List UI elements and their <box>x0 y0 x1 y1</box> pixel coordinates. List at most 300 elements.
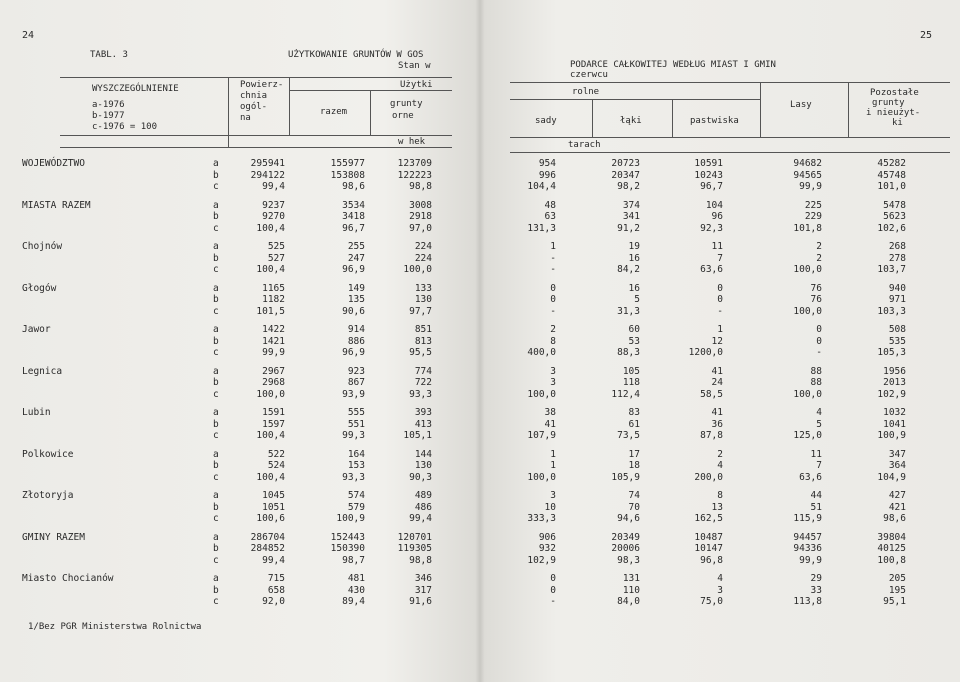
table-cell: 100,0 <box>256 388 285 400</box>
table-cell: 0 <box>550 282 556 294</box>
table-cell: 13 <box>711 501 723 513</box>
table-cell: 224 <box>414 241 432 252</box>
table-cell: 44 <box>810 490 822 501</box>
row-label: c <box>213 305 219 317</box>
table-cell: 914 <box>347 324 365 335</box>
row-label: b <box>213 294 219 305</box>
row-label: a <box>213 448 219 460</box>
table-cell: 229 <box>804 211 822 222</box>
table-cell: 374 <box>622 199 640 211</box>
table-cell: 58,5 <box>700 388 723 400</box>
table-cell: 102,6 <box>877 222 906 234</box>
table-cell: 996 <box>538 169 556 181</box>
table-cell: 10147 <box>694 543 723 554</box>
table-cell: 341 <box>622 211 640 222</box>
table-cell: 1045 <box>262 490 285 501</box>
table-cell: 954 <box>538 158 556 169</box>
table-cell: - <box>550 252 556 264</box>
table-cell: 430 <box>347 584 365 596</box>
table-cell: 20347 <box>611 169 640 181</box>
table-cell: 150390 <box>330 543 365 554</box>
table-cell: 10243 <box>694 169 723 181</box>
table-cell: 1422 <box>262 324 285 335</box>
table-cell: 1032 <box>883 407 906 418</box>
table-cell: 3008 <box>409 199 432 211</box>
table-cell: 100,4 <box>256 222 285 234</box>
table-cell: 107,9 <box>527 430 556 441</box>
row-label: a <box>213 324 219 335</box>
row-label: c <box>213 347 219 358</box>
table-cell: 45748 <box>877 169 906 181</box>
table-cell: 130 <box>414 460 432 471</box>
row-label: a <box>213 573 219 584</box>
table-cell: 130 <box>414 294 432 305</box>
table-cell: 286704 <box>250 531 285 543</box>
row-label: c <box>213 471 219 483</box>
table-cell: 1 <box>550 241 556 252</box>
table-cell: 88 <box>810 377 822 388</box>
table-cell: 8 <box>550 335 556 347</box>
table-cell: 10487 <box>694 531 723 543</box>
table-cell: 11 <box>711 241 723 252</box>
table-cell: 20723 <box>611 158 640 169</box>
table-cell: 149 <box>347 282 365 294</box>
table-cell: - <box>550 305 556 317</box>
right-subtitle: czerwcu <box>570 70 608 80</box>
region-name: Złotoryja <box>22 490 74 501</box>
row-label: b <box>213 335 219 347</box>
table-cell: 851 <box>414 324 432 335</box>
row-label: b <box>213 418 219 430</box>
table-cell: 2967 <box>262 365 285 377</box>
col-header-pozostale-2: grunty <box>872 98 905 108</box>
table-cell: 294122 <box>250 169 285 181</box>
table-cell: 1 <box>717 324 723 335</box>
table-cell: 1597 <box>262 418 285 430</box>
table-cell: 278 <box>888 252 906 264</box>
table-cell: 131,3 <box>527 222 556 234</box>
table-cell: 63,6 <box>700 264 723 275</box>
row-label: a <box>213 199 219 211</box>
row-label: a <box>213 407 219 418</box>
table-cell: 4 <box>717 460 723 471</box>
right-title: PODARCE CAŁKOWITEJ WEDŁUG MIAST I GMIN <box>570 60 776 70</box>
table-cell: 3418 <box>342 211 365 222</box>
table-cell: 115,9 <box>793 513 822 524</box>
table-cell: 0 <box>816 324 822 335</box>
col-header-lasy: Lasy <box>790 100 812 110</box>
table-cell: 9237 <box>262 199 285 211</box>
table-cell: 579 <box>347 501 365 513</box>
table-cell: 2 <box>816 252 822 264</box>
table-cell: 101,0 <box>877 181 906 192</box>
table-cell: 162,5 <box>694 513 723 524</box>
table-cell: 103,7 <box>877 264 906 275</box>
col-header-tarach: tarach <box>568 140 601 150</box>
table-cell: 100,6 <box>256 513 285 524</box>
table-cell: 36 <box>711 418 723 430</box>
table-cell: 12 <box>711 335 723 347</box>
table-cell: 98,6 <box>883 513 906 524</box>
table-cell: 153808 <box>330 169 365 181</box>
table-cell: 155977 <box>330 158 365 169</box>
table-cell: 104,4 <box>527 181 556 192</box>
table-cell: 255 <box>347 241 365 252</box>
col-header-pozostale-1: Pozostałe <box>870 88 919 98</box>
table-cell: 88,3 <box>617 347 640 358</box>
table-cell: 101,5 <box>256 305 285 317</box>
col-header-pastwiska: pastwiska <box>690 116 739 126</box>
table-cell: 2013 <box>883 377 906 388</box>
table-cell: 98,2 <box>617 181 640 192</box>
col-header-sady: sady <box>535 116 557 126</box>
table-cell: 100,0 <box>793 264 822 275</box>
table-cell: 99,9 <box>799 181 822 192</box>
table-cell: 92,3 <box>700 222 723 234</box>
region-name: Miasto Chocianów <box>22 573 114 584</box>
table-cell: 400,0 <box>527 347 556 358</box>
table-cell: 940 <box>888 282 906 294</box>
table-cell: 164 <box>347 448 365 460</box>
table-cell: 89,4 <box>342 596 365 607</box>
table-cell: 96,7 <box>342 222 365 234</box>
table-cell: 45282 <box>877 158 906 169</box>
table-cell: 525 <box>267 241 285 252</box>
table-cell: 20349 <box>611 531 640 543</box>
table-cell: 7 <box>717 252 723 264</box>
table-cell: 98,8 <box>409 554 432 566</box>
table-cell: 11 <box>810 448 822 460</box>
table-cell: 96,9 <box>342 347 365 358</box>
table-cell: - <box>550 596 556 607</box>
table-cell: 247 <box>347 252 365 264</box>
table-cell: 10591 <box>694 158 723 169</box>
table-cell: 96,7 <box>700 181 723 192</box>
table-cell: 574 <box>347 490 365 501</box>
row-label: a <box>213 282 219 294</box>
table-cell: 867 <box>347 377 365 388</box>
table-cell: 100,0 <box>793 388 822 400</box>
table-cell: 100,0 <box>793 305 822 317</box>
table-cell: 5 <box>634 294 640 305</box>
table-cell: 1182 <box>262 294 285 305</box>
table-cell: 923 <box>347 365 365 377</box>
table-cell: 224 <box>414 252 432 264</box>
table-title: UŻYTKOWANIE GRUNTÓW W GOS <box>288 50 424 60</box>
col-header-razem: razem <box>320 107 348 117</box>
table-cell: 41 <box>711 365 723 377</box>
table-cell: 31,3 <box>617 305 640 317</box>
table-cell: 83 <box>628 407 640 418</box>
table-cell: 94682 <box>793 158 822 169</box>
region-name: Chojnów <box>22 241 63 252</box>
table-cell: 131 <box>622 573 640 584</box>
legend-b: b-1977 <box>92 111 125 121</box>
table-cell: 481 <box>347 573 365 584</box>
table-cell: 99,4 <box>409 513 432 524</box>
table-cell: 16 <box>628 252 640 264</box>
table-cell: 225 <box>804 199 822 211</box>
table-cell: 24 <box>711 377 723 388</box>
row-label: c <box>213 596 219 607</box>
table-cell: 61 <box>628 418 640 430</box>
table-cell: 524 <box>267 460 285 471</box>
table-cell: 98,6 <box>342 181 365 192</box>
table-cell: 94565 <box>793 169 822 181</box>
right-page-number: 25 <box>920 30 933 41</box>
table-cell: 1051 <box>262 501 285 513</box>
table-cell: 105,3 <box>877 347 906 358</box>
region-name: Głogów <box>22 282 57 294</box>
col-header-grunty: grunty <box>390 99 423 109</box>
table-cell: 94457 <box>793 531 822 543</box>
col-header-area-4: na <box>240 113 251 123</box>
table-cell: 4 <box>717 573 723 584</box>
table-cell: 200,0 <box>694 471 723 483</box>
table-cell: 135 <box>347 294 365 305</box>
table-cell: 99,9 <box>799 554 822 566</box>
table-cell: 932 <box>538 543 556 554</box>
table-cell: 74 <box>628 490 640 501</box>
table-cell: 122223 <box>397 169 432 181</box>
table-cell: 9270 <box>262 211 285 222</box>
row-label: b <box>213 543 219 554</box>
region-name: Jawor <box>22 324 51 335</box>
table-cell: 1041 <box>883 418 906 430</box>
table-cell: 3 <box>550 377 556 388</box>
region-name: Polkowice <box>22 448 74 460</box>
footnote: 1/Bez PGR Ministerstwa Rolnictwa <box>28 622 202 632</box>
table-cell: 94,6 <box>617 513 640 524</box>
table-cell: 971 <box>888 294 906 305</box>
table-cell: 535 <box>888 335 906 347</box>
table-cell: 100,0 <box>527 388 556 400</box>
table-cell: 112,4 <box>611 388 640 400</box>
table-cell: 91,2 <box>617 222 640 234</box>
table-cell: 95,1 <box>883 596 906 607</box>
row-label: b <box>213 211 219 222</box>
table-cell: 99,4 <box>262 554 285 566</box>
table-cell: 2 <box>816 241 822 252</box>
table-cell: 7 <box>816 460 822 471</box>
table-cell: 100,4 <box>256 264 285 275</box>
row-label: a <box>213 490 219 501</box>
table-cell: 96 <box>711 211 723 222</box>
table-cell: 153 <box>347 460 365 471</box>
table-cell: 29 <box>810 573 822 584</box>
col-header-area-1: Powierz- <box>240 80 284 90</box>
table-cell: 87,8 <box>700 430 723 441</box>
table-cell: 0 <box>816 335 822 347</box>
table-cell: 96,8 <box>700 554 723 566</box>
table-cell: 551 <box>347 418 365 430</box>
table-cell: 5 <box>816 418 822 430</box>
table-cell: 715 <box>267 573 285 584</box>
table-cell: 364 <box>888 460 906 471</box>
table-cell: 93,9 <box>342 388 365 400</box>
row-label: c <box>213 388 219 400</box>
table-cell: 93,3 <box>342 471 365 483</box>
table-cell: 421 <box>888 501 906 513</box>
row-label: b <box>213 252 219 264</box>
table-cell: 99,3 <box>342 430 365 441</box>
row-label: a <box>213 531 219 543</box>
table-cell: 73,5 <box>617 430 640 441</box>
region-name: Lubin <box>22 407 51 418</box>
table-cell: 98,8 <box>409 181 432 192</box>
table-cell: 33 <box>810 584 822 596</box>
table-cell: 3 <box>550 490 556 501</box>
table-cell: 133 <box>414 282 432 294</box>
table-cell: 60 <box>628 324 640 335</box>
table-cell: - <box>550 264 556 275</box>
legend-a: a-1976 <box>92 100 125 110</box>
legend-c: c-1976 = 100 <box>92 122 158 132</box>
table-cell: 63,6 <box>799 471 822 483</box>
table-cell: 2 <box>717 448 723 460</box>
table-cell: 105 <box>622 365 640 377</box>
table-cell: 0 <box>717 294 723 305</box>
table-cell: 96,9 <box>342 264 365 275</box>
table-cell: 63 <box>544 211 556 222</box>
table-cell: 144 <box>414 448 432 460</box>
table-cell: 333,3 <box>527 513 556 524</box>
table-cell: 0 <box>717 282 723 294</box>
table-cell: 3 <box>550 365 556 377</box>
table-cell: 51 <box>810 501 822 513</box>
table-cell: 94336 <box>793 543 822 554</box>
table-cell: 100,4 <box>256 471 285 483</box>
col-header-rolne: rolne <box>572 87 600 97</box>
table-cell: 16 <box>628 282 640 294</box>
row-label: b <box>213 460 219 471</box>
table-cell: 5623 <box>883 211 906 222</box>
table-cell: 1 <box>550 448 556 460</box>
left-page-number: 24 <box>22 30 35 41</box>
table-cell: 4 <box>816 407 822 418</box>
table-cell: 2 <box>550 324 556 335</box>
table-cell: 100,9 <box>336 513 365 524</box>
table-cell: 508 <box>888 324 906 335</box>
table-cell: 1 <box>550 460 556 471</box>
table-cell: 70 <box>628 501 640 513</box>
table-cell: 98,3 <box>617 554 640 566</box>
table-cell: 90,6 <box>342 305 365 317</box>
table-title-2: Stan w <box>398 61 431 71</box>
table-cell: 906 <box>538 531 556 543</box>
region-name: Legnica <box>22 365 63 377</box>
table-cell: 105,9 <box>611 471 640 483</box>
col-header-pozostale-4: ki <box>892 118 903 128</box>
row-label: c <box>213 513 219 524</box>
table-cell: 41 <box>544 418 556 430</box>
table-cell: 125,0 <box>793 430 822 441</box>
table-cell: 346 <box>414 573 432 584</box>
table-cell: 486 <box>414 501 432 513</box>
table-cell: 123709 <box>397 158 432 169</box>
table-cell: 427 <box>888 490 906 501</box>
table-cell: 774 <box>414 365 432 377</box>
row-label: c <box>213 222 219 234</box>
col-header-orne: orne <box>392 111 414 121</box>
table-cell: 555 <box>347 407 365 418</box>
row-label: b <box>213 501 219 513</box>
table-cell: 103,3 <box>877 305 906 317</box>
table-cell: 75,0 <box>700 596 723 607</box>
table-cell: 522 <box>267 448 285 460</box>
table-cell: - <box>717 305 723 317</box>
table-cell: 84,2 <box>617 264 640 275</box>
table-label: TABL. 3 <box>90 50 128 60</box>
table-cell: 195 <box>888 584 906 596</box>
table-cell: 17 <box>628 448 640 460</box>
region-name: GMINY RAZEM <box>22 531 85 543</box>
unit-label: w hek <box>398 137 426 147</box>
table-cell: 76 <box>810 294 822 305</box>
table-cell: 722 <box>414 377 432 388</box>
table-cell: 97,7 <box>409 305 432 317</box>
table-cell: 99,9 <box>262 347 285 358</box>
table-cell: 1421 <box>262 335 285 347</box>
table-cell: 1165 <box>262 282 285 294</box>
table-cell: 100,4 <box>256 430 285 441</box>
table-cell: 48 <box>544 199 556 211</box>
row-label: a <box>213 365 219 377</box>
table-cell: 284852 <box>250 543 285 554</box>
col-header-category: WYSZCZEGÓLNIENIE <box>92 84 179 94</box>
row-label: a <box>213 241 219 252</box>
table-cell: 813 <box>414 335 432 347</box>
table-cell: 1956 <box>883 365 906 377</box>
table-cell: 0 <box>550 294 556 305</box>
table-cell: 0 <box>550 573 556 584</box>
table-cell: 101,8 <box>793 222 822 234</box>
table-cell: 118 <box>622 377 640 388</box>
table-cell: 0 <box>550 584 556 596</box>
table-cell: 41 <box>711 407 723 418</box>
col-header-laki: łąki <box>620 116 642 126</box>
table-cell: 105,1 <box>403 430 432 441</box>
table-cell: 92,0 <box>262 596 285 607</box>
table-cell: 347 <box>888 448 906 460</box>
table-cell: 18 <box>628 460 640 471</box>
row-label: c <box>213 181 219 192</box>
table-cell: 8 <box>717 490 723 501</box>
table-cell: 10 <box>544 501 556 513</box>
table-cell: 95,5 <box>409 347 432 358</box>
table-cell: 205 <box>888 573 906 584</box>
row-label: b <box>213 377 219 388</box>
table-cell: 19 <box>628 241 640 252</box>
table-cell: 295941 <box>250 158 285 169</box>
table-cell: 38 <box>544 407 556 418</box>
col-header-area-2: chnia <box>240 91 268 101</box>
table-cell: 489 <box>414 490 432 501</box>
table-cell: 100,0 <box>403 264 432 275</box>
table-cell: 39804 <box>877 531 906 543</box>
table-cell: 104,9 <box>877 471 906 483</box>
table-cell: 2968 <box>262 377 285 388</box>
table-cell: 102,9 <box>527 554 556 566</box>
region-name: WOJEWÓDZTWO <box>22 158 85 169</box>
table-cell: 1200,0 <box>688 347 723 358</box>
table-cell: 2918 <box>409 211 432 222</box>
region-name: MIASTA RAZEM <box>22 199 91 211</box>
table-cell: 98,7 <box>342 554 365 566</box>
table-cell: 102,9 <box>877 388 906 400</box>
table-cell: 100,0 <box>527 471 556 483</box>
row-label: c <box>213 264 219 275</box>
